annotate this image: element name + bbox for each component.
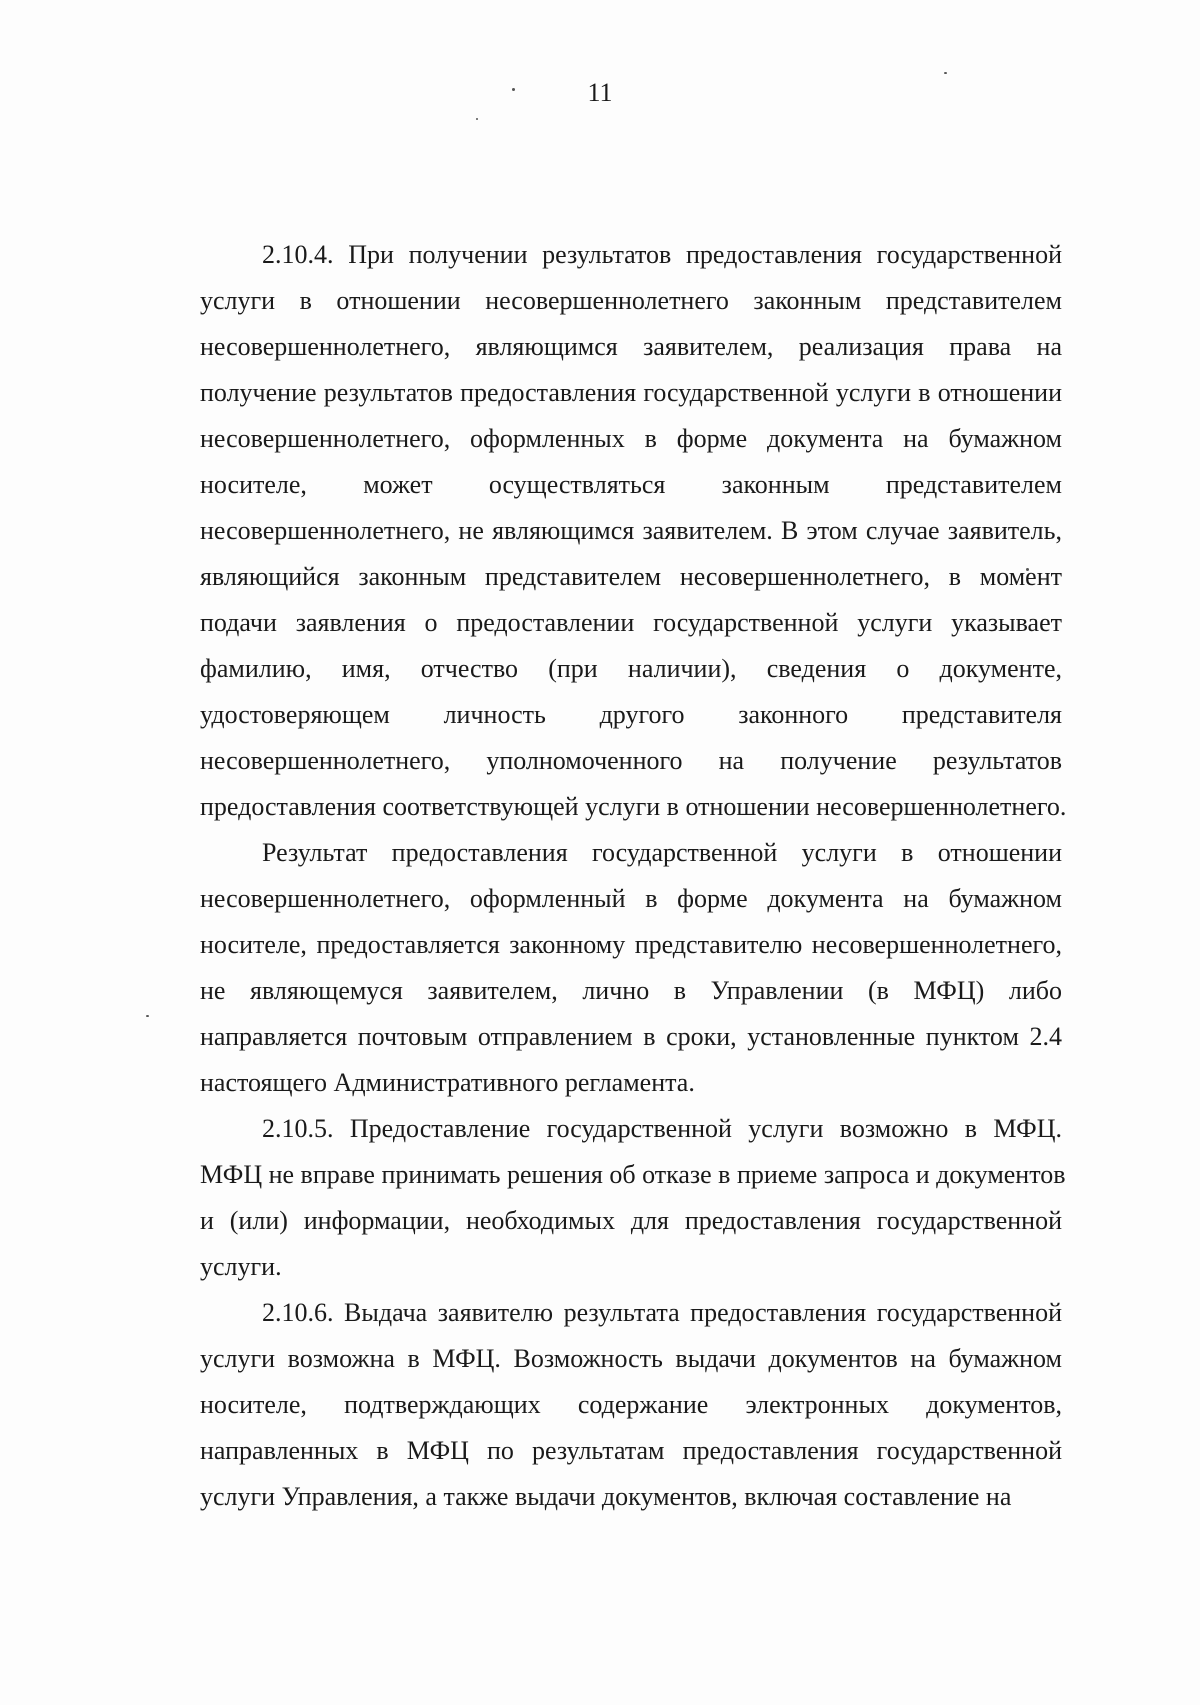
text-line: несовершеннолетнего, уполномоченного на получение результатов — [200, 746, 1062, 775]
text-line: направляется почтовым отправлением в сроки, установленные пунктом 2.4 — [200, 1022, 1062, 1051]
text-line: услуги. — [200, 1252, 282, 1281]
text-line: направленных в МФЦ по результатам предоставления государственной — [200, 1436, 1062, 1465]
text-line: носителе, предоставляется законному представителю несовершеннолетнего, — [200, 930, 1062, 959]
text-line: несовершеннолетнего, оформленных в форме документа на бумажном — [200, 424, 1062, 453]
text-line: услуги в отношении несовершеннолетнего законным представителем — [200, 286, 1062, 315]
page-number: 11 — [587, 78, 613, 107]
text-line: услуги возможна в МФЦ. Возможность выдачи документов на бумажном — [200, 1344, 1062, 1373]
scan-speck — [476, 118, 478, 120]
paragraph-p-result — [200, 830, 1062, 1106]
scan-speck — [512, 88, 515, 91]
text-line: несовершеннолетнего, оформленный в форме документа на бумажном — [200, 884, 1062, 913]
text-line: носителе, подтверждающих содержание электронных документов, — [200, 1390, 1062, 1419]
scan-speck — [146, 1015, 149, 1017]
text-line: являющийся законным представителем несовершеннолетнего, в момент — [200, 562, 1062, 591]
text-line: получение результатов предоставления государственной услуги в отношении — [200, 378, 1062, 407]
paragraph-p-2-10-4 — [200, 232, 1067, 830]
text-line: не являющемуся заявителем, лично в Управлении (в МФЦ) либо — [200, 976, 1062, 1005]
scan-speck — [944, 72, 947, 74]
text-line: настоящего Административного регламента. — [200, 1068, 695, 1097]
text-line: удостоверяющем личность другого законного представителя — [200, 700, 1062, 729]
text-line: Результат предоставления государственной услуги в отношении — [262, 838, 1062, 867]
text-line: предоставления соответствующей услуги в отношении несовершеннолетнего. — [200, 792, 1067, 821]
text-line: и (или) информации, необходимых для предоставления государственной — [200, 1206, 1062, 1235]
text-line: несовершеннолетнего, не являющимся заявителем. В этом случае заявитель, — [200, 516, 1062, 545]
text-line: услуги Управления, а также выдачи документов, включая составление на — [200, 1482, 1012, 1511]
text-line: МФЦ не вправе принимать решения об отказе в приеме запроса и документов — [200, 1160, 1066, 1189]
text-line: подачи заявления о предоставлении государственной услуги указывает — [200, 608, 1062, 637]
text-line: 2.10.4. При получении результатов предоставления государственной — [262, 240, 1062, 269]
text-line: фамилию, имя, отчество (при наличии), сведения о документе, — [200, 654, 1062, 683]
text-line: носителе, может осуществляться законным представителем — [200, 470, 1062, 499]
text-line: 2.10.5. Предоставление государственной услуги возможно в МФЦ. — [262, 1114, 1062, 1143]
paragraph-p-2-10-6 — [200, 1290, 1062, 1520]
text-line: 2.10.6. Выдача заявителю результата предоставления государственной — [262, 1298, 1062, 1327]
text-line: несовершеннолетнего, являющимся заявителем, реализация права на — [200, 332, 1062, 361]
document-body — [200, 232, 1067, 1520]
paragraph-p-2-10-5 — [200, 1106, 1066, 1290]
